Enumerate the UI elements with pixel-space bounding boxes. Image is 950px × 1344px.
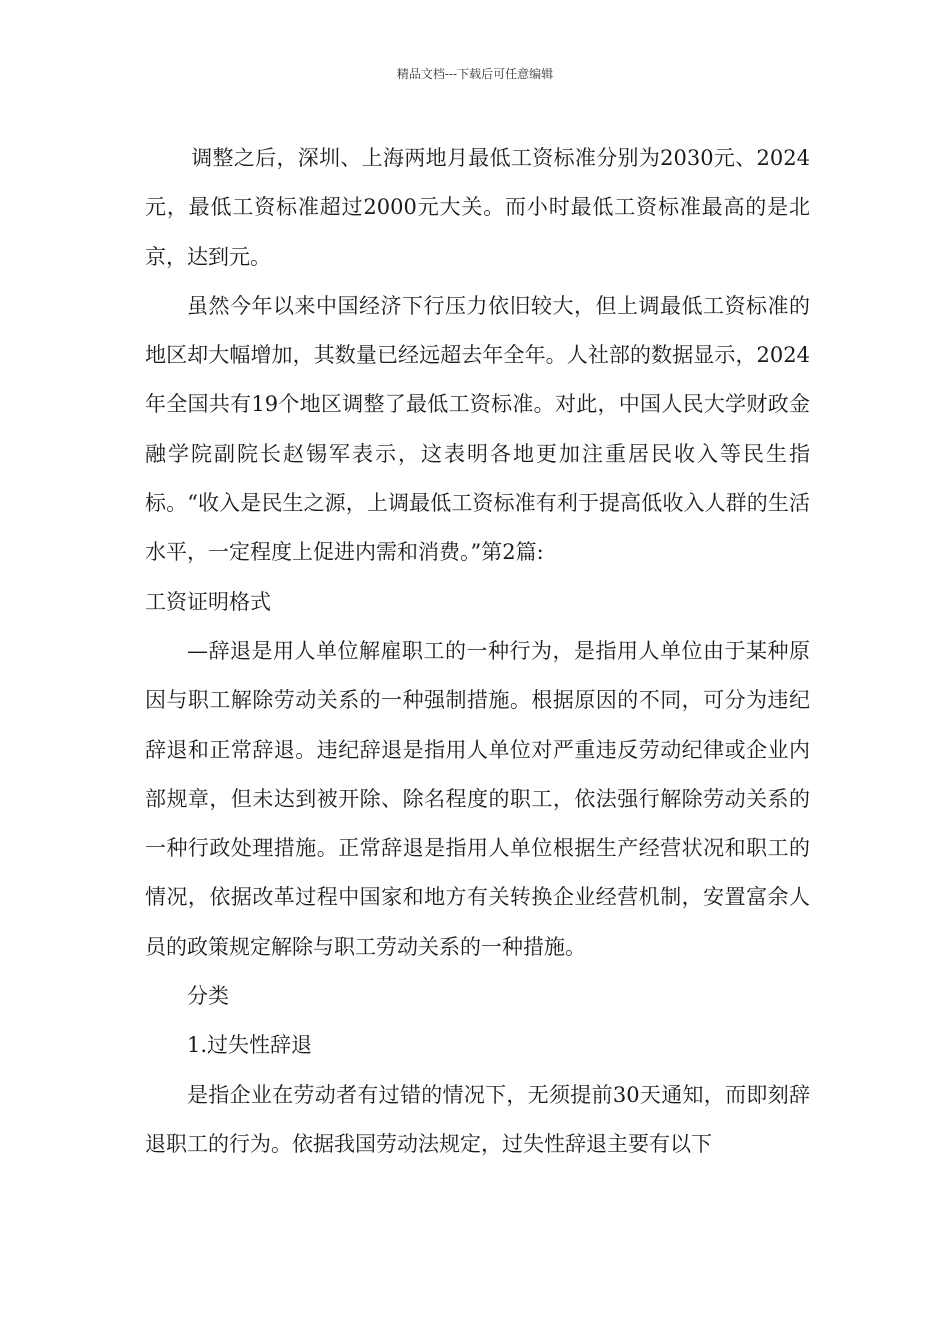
page-header: 精品文档---下载后可任意编辑 <box>396 67 554 81</box>
document-body <box>145 134 810 1169</box>
paragraph-min-wage-increase: 虽然今年以来中国经济下行压力依旧较大，但上调最低工资标准的地区却大幅增加，其数量已经远超去年全年。人社部的数据显示，2024年全国共有19个地区调整了最低工资标准。对此，中国人民大学财政金融学院副院长赵锡军表示，这表明各地更加注重居民收入等民生指标。“收入是民生之源，上调最低工资标准有利于提高低收入人群的生活水平，一定程度上促进内需和消费。”第2篇: <box>145 293 810 565</box>
section-heading-wage-certificate: 工资证明格式 <box>145 589 271 614</box>
heading-fault-dismissal: 1.过失性辞退 <box>187 1033 313 1058</box>
heading-classification: 分类 <box>187 984 229 1009</box>
paragraph-dismissal-definition: —辞退是用人单位解雇职工的一种行为，是指用人单位由于某种原因与职工解除劳动关系的一种强制措施。根据原因的不同，可分为违纪辞退和正常辞退。违纪辞退是指用人单位对严重违反劳动纪律或企业内部规章，但未达到被开除、除名程度的职工，依法强行解除劳动关系的一种行政处理措施。正常辞退是指用人单位根据生产经营状况和职工的情况，依据改革过程中国家和地方有关转换企业经营机制，安置富余人员的政策规定解除与职工劳动关系的一种措施。 <box>145 638 810 959</box>
paragraph-fault-dismissal: 是指企业在劳动者有过错的情况下，无须提前30天通知，而即刻辞退职工的行为。依据我国劳动法规定，过失性辞退主要有以下 <box>145 1082 810 1156</box>
paragraph-min-wage-adjustment: 调整之后，深圳、上海两地月最低工资标准分别为2030元、2024元，最低工资标准超过2000元大关。而小时最低工资标准最高的是北京，达到元。 <box>145 146 810 269</box>
